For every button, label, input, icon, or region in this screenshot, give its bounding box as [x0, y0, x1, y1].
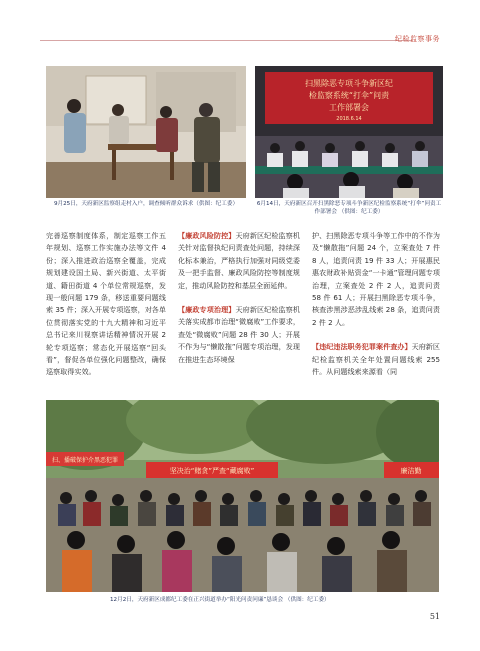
- photo-deployment-meeting: [255, 66, 443, 198]
- outdoor-forum-illustration: [46, 400, 439, 592]
- body-column-1: [46, 230, 166, 379]
- photo-caption-outdoor-forum: 12月2日，天府新区成都纪工委在正兴街道举办“阳光问责问廉”恳谈会 （供图：纪工委）: [110, 597, 330, 603]
- meeting-banner-line-1: 扫黑除恶专项斗争新区纪: [305, 79, 393, 88]
- heading-risk-control: 【廉政风险防控】: [178, 231, 236, 240]
- section-label: 纪检监察事务: [395, 35, 440, 43]
- photo-caption-deployment-meeting: 6月14日，天府新区召开扫黑除恶专项斗争新区纪检监察系统“打伞”问责工作部署会 （供图：纪工委）: [256, 201, 442, 215]
- header-rule: [40, 40, 412, 41]
- heading-special-governance: 【廉政专项治理】: [178, 305, 236, 315]
- meeting-banner-date: 2018.6.14: [336, 116, 362, 122]
- banner-center: 坚决治“赌贪”严查“藏腐败”: [169, 467, 255, 475]
- banner-left: 扫、播破保护介黑恶犯罪: [51, 457, 119, 464]
- text-case-handling: 天府新区纪检监察机关全年处置问题线索 255 件。从问题线索来源看（同: [312, 342, 441, 377]
- photo-caption-village-visit: 9月25日，天府新区监察组走村入户，调查倾听群众诉求（供图：纪工委）: [53, 201, 239, 207]
- photo-village-visit: [46, 66, 246, 198]
- paragraph-continued: 护、扫黑除恶专项斗争等工作中的不作为及“懒散拖”问题 24 个，立案查处 7 件 8 人，追责问责 19 件 33 人；开展惠民惠农财政补贴资金“一卡通”管理问题专项治理，立案查处 2 件 2 人，追责问责 58 件 61 人；开展扫黑除恶专项斗争，核查涉黑涉恶涉乱线索 28 条，追责问责 2 件 2 人。: [312, 231, 440, 327]
- body-column-3: [312, 230, 440, 378]
- village-visit-illustration: [46, 66, 246, 198]
- paragraph-inspection: 完善巡察制度体系，制定巡察工作五年规划、巡察工作实施办法等文件 4 份；深入推进政治巡察全覆盖，完成规划建设国土局、新兴街道、太平街道、籍田街道 4 个单位常规巡察，发现一般问题 179 条，移送重要问题线索 35 件；深入开展专项巡察，对各单位贯彻落实党的十九大精神和习近平总书记来川视察讲话精神情况开展 2 轮专项巡察；常态化开展巡察“回头看”，督促各单位强化问题整改，确保巡察取得实效。: [46, 231, 166, 377]
- heading-case-handling: 【违纪违法职务犯罪案件查办】: [312, 342, 412, 352]
- meeting-banner-line-3: 工作部署会: [329, 103, 369, 112]
- paragraph-case-handling: [312, 341, 440, 378]
- text-special-governance: 天府新区纪检监察机关落实成都市治理“微腐败”工作要求，查处“微腐败”问题 28 件 30 人；开展不作为与“懒散拖”问题专项治理，发现在推进生态环境保: [178, 305, 300, 364]
- paragraph-special-governance: [178, 304, 300, 366]
- meeting-illustration: [255, 66, 443, 198]
- banner-right: 廉洁勤: [400, 467, 422, 475]
- photo-outdoor-forum: [46, 400, 439, 592]
- body-column-2: [178, 230, 300, 366]
- text-risk-control: 天府新区纪检监察机关针对监督执纪问责查处问题，持续深化标本兼治，严格执行加强对同级党委及一把手监督、廉政风险防控等制度规定，推动风险防控和基层全面延伸。: [178, 231, 300, 290]
- paragraph-risk-control: [178, 230, 300, 292]
- meeting-banner-line-2: 检监察系统“打伞”问责: [308, 91, 390, 100]
- page-number: 51: [429, 612, 440, 621]
